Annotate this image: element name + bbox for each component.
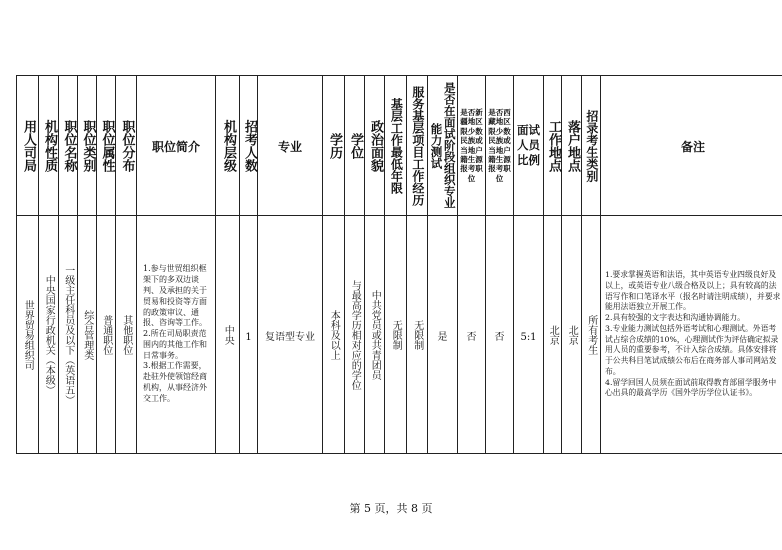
cell-exam-category: 所有考生 xyxy=(582,216,601,454)
header-tibet: 是否西藏地区限少数民族或当地户籍生源报考职位 xyxy=(486,76,514,216)
table-row xyxy=(17,216,782,454)
cell-grassroots-years: 无限制 xyxy=(385,216,407,454)
cell-position-type: 综合管理类 xyxy=(78,216,97,454)
cell-org-level: 中央 xyxy=(216,216,240,454)
header-position-type: 职位类别 xyxy=(78,76,97,216)
header-org-nature: 机构性质 xyxy=(39,76,59,216)
header-xinjiang: 是否新疆地区限少数民族或当地户籍生源报考职位 xyxy=(458,76,486,216)
header-position-name: 职位名称 xyxy=(59,76,78,216)
header-grassroots-project: 服务基层项目工作经历 xyxy=(407,76,428,216)
recruitment-table xyxy=(16,75,782,454)
cell-political: 中共党员或共青团员 xyxy=(365,216,385,454)
table-header-row xyxy=(17,76,782,216)
header-education: 学历 xyxy=(323,76,345,216)
cell-grassroots-project: 无限制 xyxy=(407,216,428,454)
header-degree: 学位 xyxy=(345,76,365,216)
header-position-dist: 职位分布 xyxy=(116,76,137,216)
header-hukou-location: 落户地点 xyxy=(562,76,582,216)
header-exam-category: 招录考生类别 xyxy=(582,76,601,216)
cell-recruit-count: 1 xyxy=(240,216,258,454)
header-political: 政治面貌 xyxy=(365,76,385,216)
remark-line-3: 3.专业能力测试包括外语考试和心理测试。外语考试占综合成绩的10%，心理测试作为评估确定拟录用人员的重要参考，不计入综合成绩。具体安排将于公共科目笔试成绩公布后在商务部人事司网站发布。 xyxy=(605,323,779,376)
cell-hukou-location: 北京 xyxy=(562,216,582,454)
header-major: 专业 xyxy=(258,76,323,216)
cell-major: 复语型专业 xyxy=(258,216,323,454)
header-recruit-count: 招考人数 xyxy=(240,76,258,216)
cell-employer: 世界贸易组织司 xyxy=(17,216,39,454)
cell-remarks xyxy=(601,216,782,454)
header-remarks: 备注 xyxy=(601,76,782,216)
cell-org-nature: 中央国家行政机关（本级） xyxy=(39,216,59,454)
cell-tibet: 否 xyxy=(486,216,514,454)
header-position-intro: 职位简介 xyxy=(137,76,216,216)
header-interview-ratio: 面试人员比例 xyxy=(514,76,544,216)
header-position-attr: 职位属性 xyxy=(97,76,116,216)
remark-line-4: 4.留学回国人员须在面试前取得教育部留学服务中心出具的最高学历《国外学历学位认证书》。 xyxy=(605,377,777,398)
header-org-level: 机构层级 xyxy=(216,76,240,216)
cell-position-dist: 其他职位 xyxy=(116,216,137,454)
header-grassroots-years: 基层工作最低年限 xyxy=(385,76,407,216)
remark-line-2: 2.具有较强的文字表达和沟通协调能力。 xyxy=(605,313,745,322)
remark-line-1: 1.要求掌握英语和法语，其中英语专业四级良好及以上，或英语专业八级合格及以上；具有较高的法语写作和口笔译水平（报名时请注明成绩），并要求能用法语独立开展工作。 xyxy=(605,270,781,312)
cell-position-attr: 普通职位 xyxy=(97,216,116,454)
cell-position-name: 一级主任科员及以下（英语五） xyxy=(59,216,78,454)
page-footer xyxy=(0,500,782,516)
cell-xinjiang: 否 xyxy=(458,216,486,454)
page-number: 第 5 页，共 8 页 xyxy=(349,502,433,515)
header-work-location: 工作地点 xyxy=(544,76,562,216)
cell-professional-test: 是 xyxy=(428,216,458,454)
intro-line-1: 1.参与世贸组织框架下的多双边谈判、及承担的关于贸易和投资等方面的政策审议、通报、咨询等工作。 xyxy=(143,264,207,328)
cell-education: 本科及以上 xyxy=(323,216,345,454)
intro-line-3: 3.根据工作需要，赴驻外使领馆经商机构，从事经济外交工作。 xyxy=(143,361,207,403)
recruitment-table-container xyxy=(16,75,782,454)
header-professional-test: 是否在面试阶段组织专业能力测试 xyxy=(428,76,458,216)
cell-interview-ratio: 5:1 xyxy=(514,216,544,454)
cell-degree: 与最高学历相对应的学位 xyxy=(345,216,365,454)
cell-work-location: 北京 xyxy=(544,216,562,454)
header-employer: 用人司局 xyxy=(17,76,39,216)
cell-position-intro xyxy=(137,216,216,454)
intro-line-2: 2.所在司局职责范围内的其他工作和日常事务。 xyxy=(143,329,207,360)
